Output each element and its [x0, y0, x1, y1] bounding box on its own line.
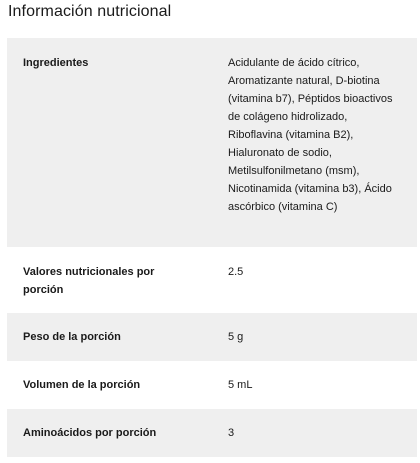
- table-row-ingredientes: [7, 38, 417, 247]
- row-label: Volumen de la porción: [23, 379, 141, 391]
- row-value: 3: [228, 427, 235, 439]
- table-row-peso-porcion: [7, 313, 417, 361]
- row-label: Valores nutricionales por porción: [23, 266, 155, 296]
- row-label: Aminoácidos por porción: [23, 427, 157, 439]
- row-value: 5 g: [228, 331, 244, 343]
- row-value: 5 mL: [228, 379, 253, 391]
- section-title: Información nutricional: [8, 3, 172, 20]
- table-row-valores-nutricionales: [7, 247, 417, 313]
- table-row-aminoacidos: [7, 409, 417, 457]
- nutrition-table: [7, 38, 417, 457]
- row-value: Acidulante de ácido cítrico, Aromatizante natural, D-biotina (vitamina b7), Péptidos bioactivos de colágeno hidrolizado, Riboflavina (vitamina B2), Hialuronato de sodio, Metilsulfonilmetano (msm), Nicotinamida (vitamina b3), Ácido ascórbico (vitamina C): [228, 57, 393, 213]
- table-row-volumen-porcion: [7, 361, 417, 409]
- row-label: Peso de la porción: [23, 331, 121, 343]
- row-label: Ingredientes: [23, 57, 89, 69]
- row-value: 2.5: [228, 266, 244, 278]
